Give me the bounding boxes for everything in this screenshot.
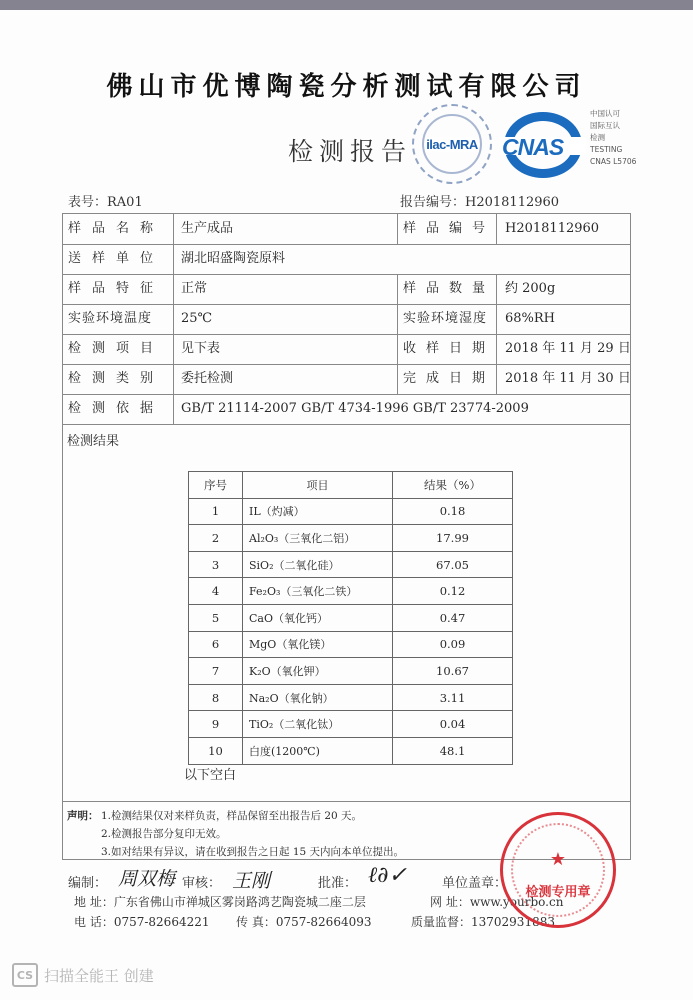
info-value: 25℃ [181, 311, 213, 326]
info-label: 样品编号 [397, 214, 497, 244]
cnas-text-line: CNAS L5706 [590, 157, 637, 166]
disclaimer-title: 声明： [67, 810, 99, 822]
quality-supervision: 质量监督：13702931883 [411, 915, 555, 929]
reviewed-by-label: 审核： [182, 876, 222, 891]
seal-ring-icon [511, 823, 605, 917]
fax: 传 真：0757-82664093 [236, 915, 372, 929]
info-label: 实验环境湿度 [397, 304, 497, 334]
row-value: 67.05 [393, 551, 513, 578]
phone: 电 话：0757-82664221 [74, 915, 210, 929]
col-header-result: 结果（%） [393, 472, 513, 499]
col-header-no: 序号 [189, 472, 243, 499]
results-table [188, 471, 513, 765]
info-row [63, 334, 630, 365]
row-item: IL（灼减） [243, 498, 393, 525]
cnas-logo-text: CNAS [502, 134, 564, 160]
row-item: TiO₂（二氧化钛） [243, 711, 393, 738]
row-item: Fe₂O₃（三氧化二铁） [243, 578, 393, 605]
row-value: 17.99 [393, 525, 513, 552]
table-row [189, 684, 513, 711]
compiled-signature: 周双梅 [118, 868, 176, 890]
cnas-text-line: TESTING [590, 145, 623, 154]
row-no: 3 [189, 551, 243, 578]
info-label: 样品特征 [63, 274, 174, 304]
info-value: 2018 年 11 月 29 日 [505, 341, 631, 356]
row-item: SiO₂（二氧化硅） [243, 551, 393, 578]
top-bar [0, 0, 693, 10]
info-value: 委托检测 [181, 371, 234, 386]
table-row [189, 551, 513, 578]
info-value: 正常 [181, 281, 208, 296]
row-item: CaO（氧化钙） [243, 604, 393, 631]
row-no: 5 [189, 604, 243, 631]
info-value: 约 200g [505, 281, 556, 296]
blank-below-note: 以下空白 [184, 768, 237, 783]
info-label: 送样单位 [63, 244, 174, 274]
info-label: 样品名称 [63, 214, 174, 244]
disclaimer-line: 1.检测结果仅对来样负责，样品保留至出报告后 20 天。 [101, 810, 363, 822]
results-header-row [189, 472, 513, 499]
table-row [189, 711, 513, 738]
form-number: 表号：RA01 [68, 195, 143, 210]
cnas-text-line: 国际互认 [590, 121, 620, 130]
camscanner-watermark [12, 963, 154, 987]
ilac-logo-text: ilac-MRA [426, 136, 478, 152]
row-value: 0.04 [393, 711, 513, 738]
table-row [189, 658, 513, 685]
info-row [63, 214, 630, 245]
info-value: 68%RH [505, 311, 556, 326]
row-value: 3.11 [393, 684, 513, 711]
camscanner-logo-icon: CS [12, 963, 38, 987]
info-value: 生产成品 [181, 221, 234, 236]
star-icon: ★ [549, 849, 567, 870]
row-no: 1 [189, 498, 243, 525]
seal-text: 检测专用章 [525, 885, 591, 900]
col-header-item: 项目 [243, 472, 393, 499]
table-row [189, 604, 513, 631]
seal-label: 单位盖章： [442, 876, 508, 891]
inspection-seal-stamp [500, 812, 616, 928]
disclaimer-line: 2.检测报告部分复印无效。 [101, 828, 227, 840]
reviewed-signature: 王刚 [232, 870, 271, 892]
info-value: 2018 年 11 月 30 日 [505, 371, 631, 386]
row-no: 2 [189, 525, 243, 552]
row-value: 0.12 [393, 578, 513, 605]
table-row [189, 525, 513, 552]
row-no: 8 [189, 684, 243, 711]
info-value: GB/T 21114-2007 GB/T 4734-1996 GB/T 23774-2009 [181, 401, 529, 416]
info-value: 见下表 [181, 341, 221, 356]
info-row [63, 244, 630, 275]
cnas-text-line: 中国认可 [590, 109, 620, 118]
info-label: 检测依据 [63, 394, 174, 424]
info-label: 检测类别 [63, 364, 174, 394]
info-label: 收样日期 [397, 334, 497, 364]
info-label: 实验环境温度 [63, 304, 174, 334]
cnas-logo [500, 112, 586, 178]
info-label: 样品数量 [397, 274, 497, 304]
row-item: 白度(1200℃) [243, 737, 393, 764]
row-item: K₂O（氧化钾） [243, 658, 393, 685]
cnas-text-line: 检测 [590, 133, 605, 142]
report-table [62, 213, 631, 860]
row-item: MgO（氧化镁） [243, 631, 393, 658]
compiled-by-label: 编制： [68, 876, 108, 891]
company-name: 佛山市优博陶瓷分析测试有限公司 [106, 72, 587, 102]
row-value: 0.47 [393, 604, 513, 631]
info-row [63, 274, 630, 305]
website: 网 址：www.yourbo.cn [430, 895, 564, 909]
watermark-text: 扫描全能王 创建 [44, 966, 154, 985]
table-row [189, 578, 513, 605]
address: 地 址：广东省佛山市禅城区雾岗路鸿艺陶瓷城二座二层 [74, 895, 366, 909]
info-label: 检测项目 [63, 334, 174, 364]
row-value: 0.18 [393, 498, 513, 525]
info-row [63, 364, 630, 395]
report-number: 报告编号：H2018112960 [400, 195, 560, 210]
row-value: 0.09 [393, 631, 513, 658]
info-row [63, 394, 630, 425]
row-no: 7 [189, 658, 243, 685]
approved-by-label: 批准： [318, 876, 358, 891]
info-value: H2018112960 [505, 221, 600, 236]
cnas-accreditation-text [590, 108, 636, 168]
approved-signature: ℓ∂✓ [368, 863, 407, 888]
row-no: 6 [189, 631, 243, 658]
row-no: 4 [189, 578, 243, 605]
row-value: 48.1 [393, 737, 513, 764]
info-value: 湖北昭盛陶瓷原料 [181, 251, 286, 266]
info-row [63, 304, 630, 335]
row-no: 10 [189, 737, 243, 764]
report-title: 检测报告 [288, 137, 413, 166]
row-item: Na₂O（氧化钠） [243, 684, 393, 711]
results-section-label: 检测结果 [67, 434, 120, 449]
disclaimer-line: 3.如对结果有异议，请在收到报告之日起 15 天内向本单位提出。 [101, 846, 405, 858]
row-value: 10.67 [393, 658, 513, 685]
table-row [189, 498, 513, 525]
row-item: Al₂O₃（三氧化二铝） [243, 525, 393, 552]
info-label: 完成日期 [397, 364, 497, 394]
ilac-mra-logo [412, 104, 492, 184]
row-no: 9 [189, 711, 243, 738]
table-row [189, 737, 513, 764]
table-row [189, 631, 513, 658]
